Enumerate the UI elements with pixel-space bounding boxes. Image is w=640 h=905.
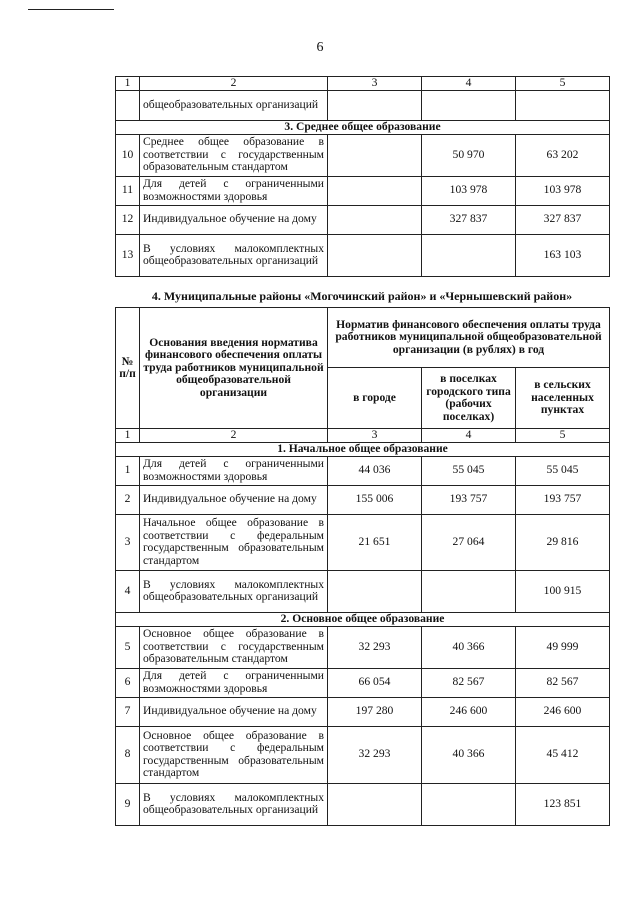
value-city: 32 293 <box>328 726 422 783</box>
value-town: 246 600 <box>422 697 516 726</box>
header-town: в поселках городского типа (рабочих поселках) <box>422 368 516 429</box>
value-town <box>422 783 516 825</box>
norms-table <box>115 307 610 826</box>
col-number: 1 <box>116 77 140 91</box>
row-number: 12 <box>116 205 140 234</box>
value-city <box>328 234 422 276</box>
row-name: Индивидуальное обучение на дому <box>140 485 328 514</box>
row-name: Индивидуальное обучение на дому <box>140 205 328 234</box>
col-number: 4 <box>422 77 516 91</box>
value-town <box>422 570 516 612</box>
table-row <box>116 626 610 668</box>
row-number: 10 <box>116 134 140 176</box>
value-rural: 193 757 <box>516 485 610 514</box>
value-town: 40 366 <box>422 726 516 783</box>
table-row <box>116 697 610 726</box>
col-number: 2 <box>140 77 328 91</box>
header-norm: Норматив финансового обеспечения оплаты труда работников муниципальной общеобразовательной организации (в рублях) в год <box>328 308 610 368</box>
value-city: 66 054 <box>328 668 422 697</box>
header-number: № п/п <box>116 308 140 429</box>
value-town: 103 978 <box>422 176 516 205</box>
col-number: 5 <box>516 429 610 443</box>
norms-table-continuation <box>115 76 610 277</box>
value-city <box>328 783 422 825</box>
row-number: 13 <box>116 234 140 276</box>
section-title: 2. Основное общее образование <box>116 612 610 626</box>
value-town <box>422 234 516 276</box>
row-name: В условиях малокомплектных общеобразовательных организаций <box>140 570 328 612</box>
col-number: 3 <box>328 429 422 443</box>
header-basis: Основания введения норматива финансового обеспечения оплаты труда работников муниципальной общеобразовательной организации <box>140 308 328 429</box>
row-name: В условиях малокомплектных общеобразовательных организаций <box>140 783 328 825</box>
page-number: 6 <box>316 40 324 55</box>
row-number: 5 <box>116 626 140 668</box>
value-rural: 29 816 <box>516 514 610 570</box>
value-city: 197 280 <box>328 697 422 726</box>
section-title: 1. Начальное общее образование <box>116 442 610 456</box>
row-number: 3 <box>116 514 140 570</box>
value-city: 21 651 <box>328 514 422 570</box>
value-city: 44 036 <box>328 456 422 485</box>
col-number: 4 <box>422 429 516 443</box>
value-rural: 55 045 <box>516 456 610 485</box>
value-rural: 82 567 <box>516 668 610 697</box>
value-town: 50 970 <box>422 134 516 176</box>
table-row <box>116 456 610 485</box>
table-row <box>116 205 610 234</box>
header-rural: в сельских населенных пунктах <box>516 368 610 429</box>
row-number: 9 <box>116 783 140 825</box>
value-city <box>328 176 422 205</box>
row-name: Среднее общее образование в соответствии с государственным образовательным стандартом <box>140 134 328 176</box>
value-rural: 246 600 <box>516 697 610 726</box>
value-town: 55 045 <box>422 456 516 485</box>
col-number: 2 <box>140 429 328 443</box>
row-name: В условиях малокомплектных общеобразовательных организаций <box>140 234 328 276</box>
row-number: 2 <box>116 485 140 514</box>
table-row <box>116 485 610 514</box>
section-row <box>116 612 610 626</box>
row-name: Для детей с ограниченными возможностями здоровья <box>140 176 328 205</box>
column-number-row <box>116 429 610 443</box>
row-number: 6 <box>116 668 140 697</box>
value-city <box>328 134 422 176</box>
table-row <box>116 783 610 825</box>
table-row <box>116 176 610 205</box>
value-rural: 49 999 <box>516 626 610 668</box>
row-name: Основное общее образование в соответствии с государственным образовательным стандартом <box>140 626 328 668</box>
value-city: 32 293 <box>328 626 422 668</box>
table-row <box>116 514 610 570</box>
value-rural: 45 412 <box>516 726 610 783</box>
row-name: Для детей с ограниченными возможностями здоровья <box>140 668 328 697</box>
value-rural: 103 978 <box>516 176 610 205</box>
row-number: 4 <box>116 570 140 612</box>
top-rule <box>28 9 114 10</box>
value-town: 40 366 <box>422 626 516 668</box>
table-row <box>116 134 610 176</box>
col-number: 1 <box>116 429 140 443</box>
col-number: 3 <box>328 77 422 91</box>
value-city <box>328 570 422 612</box>
row-number: 11 <box>116 176 140 205</box>
header-city: в городе <box>328 368 422 429</box>
value-town: 82 567 <box>422 668 516 697</box>
section-row <box>116 442 610 456</box>
row-name: Для детей с ограниченными возможностями здоровья <box>140 456 328 485</box>
value-rural: 63 202 <box>516 134 610 176</box>
value-city <box>328 205 422 234</box>
row-name: Индивидуальное обучение на дому <box>140 697 328 726</box>
row-number: 7 <box>116 697 140 726</box>
col-number: 5 <box>516 77 610 91</box>
header-row <box>116 308 610 368</box>
table-row <box>116 90 610 120</box>
value-rural: 123 851 <box>516 783 610 825</box>
row-name: Начальное общее образование в соответствии с федеральным государственным образовательным стандартом <box>140 514 328 570</box>
table-row <box>116 668 610 697</box>
row-number: 1 <box>116 456 140 485</box>
column-number-row <box>116 77 610 91</box>
table-row <box>116 234 610 276</box>
row-name: общеобразовательных организаций <box>140 90 328 120</box>
section-title: 3. Среднее общее образование <box>116 120 610 134</box>
section-heading: 4. Муниципальные районы «Могочинский район» и «Чернышевский район» <box>151 289 573 303</box>
table-row <box>116 726 610 783</box>
value-town: 27 064 <box>422 514 516 570</box>
row-name: Основное общее образование в соответствии с федеральным государственным образовательным стандартом <box>140 726 328 783</box>
table-row <box>116 570 610 612</box>
value-rural: 163 103 <box>516 234 610 276</box>
value-rural: 327 837 <box>516 205 610 234</box>
value-town: 327 837 <box>422 205 516 234</box>
row-number: 8 <box>116 726 140 783</box>
value-city: 155 006 <box>328 485 422 514</box>
value-rural: 100 915 <box>516 570 610 612</box>
section-row <box>116 120 610 134</box>
value-town: 193 757 <box>422 485 516 514</box>
